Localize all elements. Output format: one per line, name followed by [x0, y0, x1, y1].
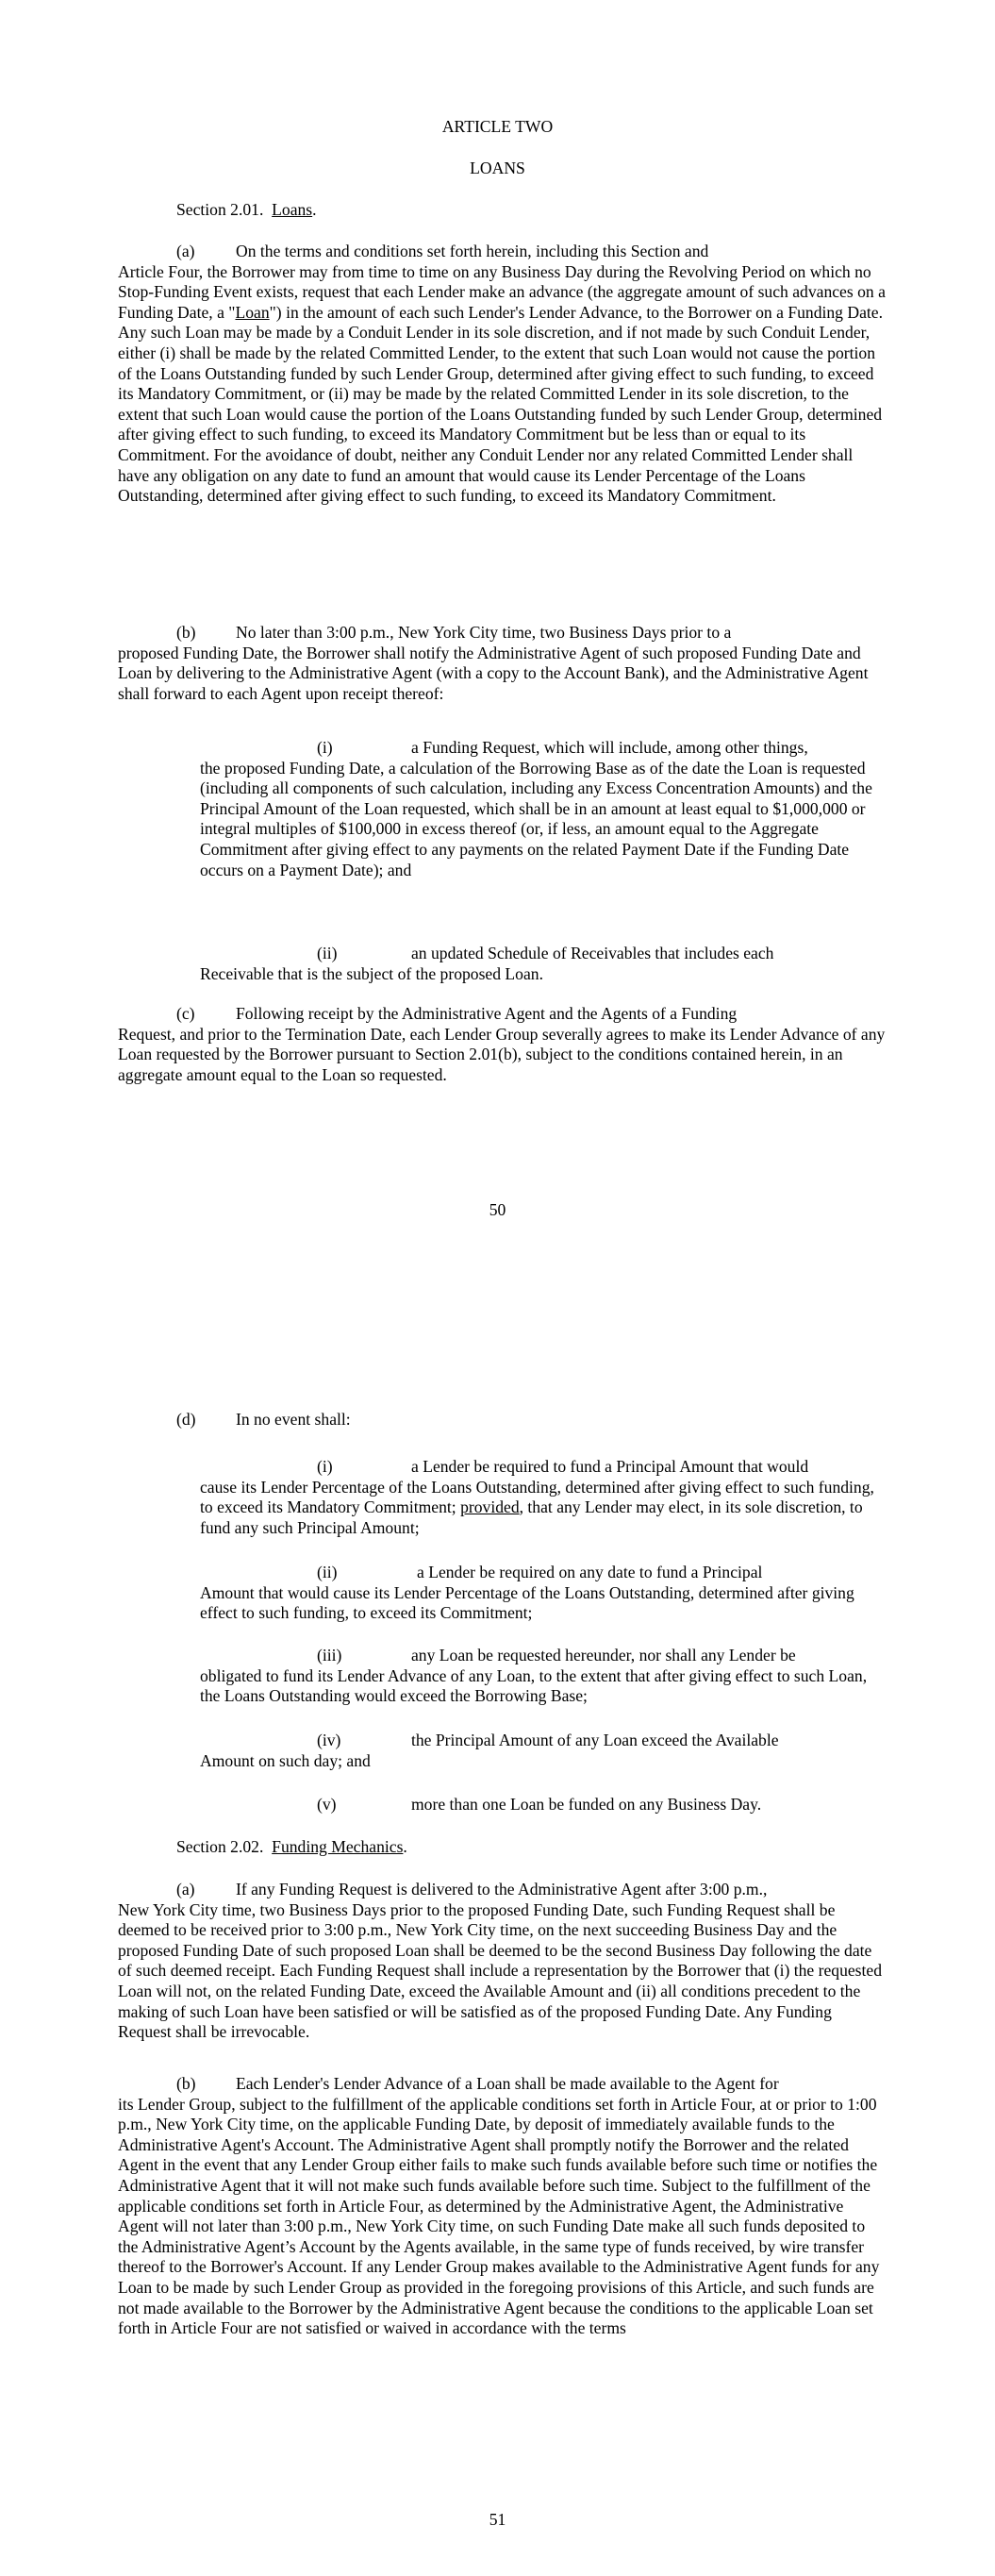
article-title: ARTICLE TWO — [441, 117, 554, 136]
paragraph-b: (b) No later than 3:00 p.m., New York City time, two Business Days prior to a proposed Funding Date, the Borrower shall notify the Administrative Agent of such proposed Funding Date and Loan by delivering to the Administrative Agent (with a copy to the Account Bank), and the Administrative Agent shall forward to each Agent upon receipt thereof: — [118, 623, 869, 703]
paragraph-d: (d) In no event shall: — [176, 1410, 351, 1429]
item-label: (i) — [317, 1457, 333, 1476]
item-label: (iv) — [317, 1731, 341, 1749]
section-title: Funding Mechanics — [272, 1837, 404, 1856]
item-b-i: (i) a Funding Request, which will include, among other things, the proposed Funding Date, a calculation of the Borrowing Base as of the date the Loan is requested (including all components of such calculation, including any Excess Concentration Amounts) and the Principal Amount of the Loan requested, which shall be in an amount at least equal to $1,000,000 or integral multiples of $100,000 in excess thereof (or, if less, an amount equal to the Aggregate Commitment after giving effect to any payments on the related Payment Date if the Funding Date occurs on a Payment Date); and — [200, 738, 872, 879]
item-d-v: (v) more than one Loan be funded on any Business Day. — [317, 1795, 762, 1814]
paragraph-label: (d) — [176, 1410, 196, 1429]
item-b-ii: (ii) an updated Schedule of Receivables that includes each Receivable that is the subject of the proposed Loan. — [200, 944, 774, 983]
paragraph-label: (b) — [176, 623, 196, 642]
section-202-heading: Section 2.02. Funding Mechanics. — [176, 1837, 407, 1856]
item-label: (ii) — [317, 1563, 338, 1581]
section-title: Loans — [272, 200, 313, 219]
item-label: (ii) — [317, 944, 338, 962]
section-201-heading: Section 2.01. Loans. — [176, 200, 317, 219]
defined-term-provided: provided — [460, 1497, 520, 1517]
item-d-ii: (ii) a Lender be required on any date to fund a Principal Amount that would cause its Lender Percentage of the Loans Outstanding, determined after giving effect to such funding, to exceed its Commitment; — [200, 1563, 854, 1623]
section-number: Section 2.01. — [176, 200, 264, 219]
paragraph-label: (a) — [176, 1880, 195, 1899]
paragraph-label: (b) — [176, 2074, 196, 2093]
paragraph-202-b: (b) Each Lender's Lender Advance of a Loan shall be made available to the Agent for its Lender Group, subject to the fulfillment of the applicable conditions set forth in Article Four, at or prior to 1:00 p.m., New York City time, on the applicable Funding Date, by deposit of immediately available funds to the Administrative Agent's Account. The Administrative Agent shall promptly notify the Borrower and the related Agent in the event that any Lender Group either fails to make such funds available before such time or notifies the Administrative Agent that it will not make such funds available before such time. Subject to the fulfillment of the applicable conditions set forth in Article Four, as determined by the Administrative Agent, the Administrative Agent will not later than 3:00 p.m., New York City time, on such Funding Date make all such funds deposited to the Administrative Agent’s Account by the Agents available, in the same type of funds received, by wire transfer thereof to the Borrower's Account. If any Lender Group makes available to the Administrative Agent funds for any Loan to be made by such Lender Group as provided in the foregoing provisions of this Article, and such funds are not made available to the Borrower by the Administrative Agent because the conditions to the applicable Loan set forth in Article Four are not satisfied or waived in accordance with the terms — [118, 2074, 880, 2338]
item-label: (i) — [317, 738, 333, 757]
paragraph-label: (c) — [176, 1004, 195, 1023]
item-label: (iii) — [317, 1646, 342, 1664]
paragraph-a: (a) On the terms and conditions set forth herein, including this Section and Article Four, the Borrower may from time to time on any Business Day during the Revolving Period on which no Stop-Funding Event exists, request that each Lender make an advance (the aggregate amount of such advances on a Funding Date, a "Loan") in the amount of each such Lender's Lender Advance, to the Borrower on a Funding Date. Any such Loan may be made by a Conduit Lender in its sole discretion, and if not made by such Conduit Lender, either (i) shall be made by the related Committed Lender, to the extent that such Loan would not cause the portion of the Loans Outstanding funded by such Lender Group, determined after giving effect to such funding, to exceed its Mandatory Commitment, or (ii) may be made by the related Committed Lender in its sole discretion, to the extent that such Loan would cause the portion of the Loans Outstanding funded by such Lender Group, determined after giving effect to such funding, to exceed its Mandatory Commitment but be less than or equal to its Commitment. For the avoidance of doubt, neither any Conduit Lender nor any related Committed Lender shall have any obligation on any date to fund an amount that would cause its Lender Percentage of the Loans Outstanding, determined after giving effect to such funding, to exceed its Mandatory Commitment. — [118, 242, 886, 506]
item-label: (v) — [317, 1795, 337, 1814]
paragraph-202-a: (a) If any Funding Request is delivered to the Administrative Agent after 3:00 p.m., New York City time, two Business Days prior to the proposed Funding Date, such Funding Request shall be deemed to be received prior to 3:00 p.m., New York City time, on the next succeeding Business Day and the proposed Funding Date of such proposed Loan shall be deemed to be the second Business Day following the date of such deemed receipt. Each Funding Request shall include a representation by the Borrower that (i) the requested Loan will not, on the related Funding Date, exceed the Available Amount and (ii) all conditions precedent to the making of such Loan have been satisfied or will be satisfied as of the proposed Funding Date. Any Funding Request shall be irrevocable. — [118, 1880, 883, 2042]
article-subtitle: LOANS — [470, 159, 525, 177]
page-number: 51 — [489, 2510, 506, 2529]
item-d-iv: (iv) the Principal Amount of any Loan exceed the Available Amount on such day; and — [200, 1731, 779, 1770]
defined-term-loan: Loan — [235, 302, 270, 322]
paragraph-c: (c) Following receipt by the Administrative Agent and the Agents of a Funding Request, and prior to the Termination Date, each Lender Group severally agrees to make its Lender Advance of any Loan requested by the Borrower pursuant to Section 2.01(b), subject to the conditions contained herein, in an aggregate amount equal to the Loan so requested. — [118, 1004, 886, 1084]
section-number: Section 2.02. — [176, 1837, 264, 1856]
page-number: 50 — [489, 1200, 506, 1219]
item-d-i: (i) a Lender be required to fund a Principal Amount that would cause its Lender Percentage of the Loans Outstanding, determined after giving effect to such funding, to exceed its Mandatory Commitment; provided, that any Lender may elect, in its sole discretion, to fund any such Principal Amount; — [200, 1457, 874, 1537]
item-d-iii: (iii) any Loan be requested hereunder, nor shall any Lender be obligated to fund its Lender Advance of any Loan, to the extent that after giving effect to such Loan, the Loans Outstanding would exceed the Borrowing Base; — [200, 1646, 868, 1706]
paragraph-label: (a) — [176, 242, 195, 260]
